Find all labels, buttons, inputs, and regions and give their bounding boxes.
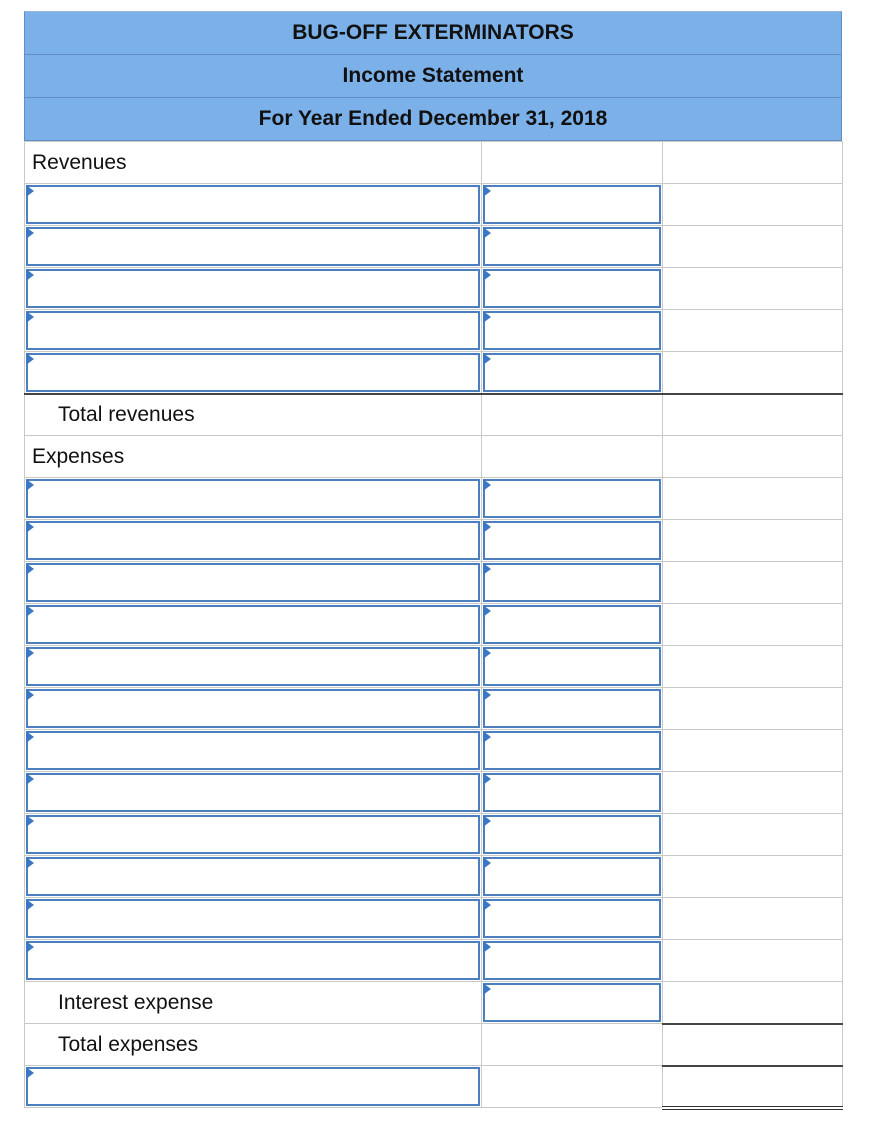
empty-cell: [663, 772, 843, 814]
empty-cell: [663, 562, 843, 604]
empty-cell: [663, 226, 843, 268]
revenue-line-amount-input[interactable]: [483, 185, 661, 224]
company-name: BUG-OFF EXTERMINATORS: [24, 11, 842, 54]
empty-cell: [482, 1066, 663, 1108]
expense-line-amount-input[interactable]: [483, 941, 661, 980]
revenue-line-amount-input[interactable]: [483, 353, 661, 392]
dropdown-marker-icon: [483, 857, 491, 869]
expense-line-row: [25, 940, 843, 982]
revenue-line-amount-input-cell: [482, 268, 663, 310]
expense-line-account-select[interactable]: [26, 941, 480, 980]
expense-line-account-select[interactable]: [26, 899, 480, 938]
dropdown-marker-icon: [483, 689, 491, 701]
expense-line-amount-input-cell: [482, 730, 663, 772]
revenue-line-account-select-cell: [25, 352, 482, 394]
dropdown-marker-icon: [26, 899, 34, 911]
revenues-label: Revenues: [25, 142, 482, 184]
expense-line-amount-input[interactable]: [483, 521, 661, 560]
expense-line-row: [25, 688, 843, 730]
expense-line-account-select-cell: [25, 940, 482, 982]
empty-cell: [663, 268, 843, 310]
empty-cell: [663, 142, 843, 184]
dropdown-marker-icon: [483, 521, 491, 533]
expense-line-amount-input-cell: [482, 814, 663, 856]
total-expenses-row: [25, 1024, 843, 1066]
dropdown-marker-icon: [483, 185, 491, 197]
expense-line-amount-input[interactable]: [483, 899, 661, 938]
expense-line-account-select[interactable]: [26, 815, 480, 854]
revenues-heading-row: [25, 142, 843, 184]
dropdown-marker-icon: [26, 689, 34, 701]
expense-line-amount-input[interactable]: [483, 689, 661, 728]
revenue-line-account-select-cell: [25, 268, 482, 310]
total-revenues-amount: [663, 394, 843, 436]
expense-line-amount-input[interactable]: [483, 647, 661, 686]
expense-line-amount-input[interactable]: [483, 815, 661, 854]
empty-cell: [663, 688, 843, 730]
interest-expense-amount-cell: [482, 982, 663, 1024]
dropdown-marker-icon: [483, 605, 491, 617]
total-revenues-row: [25, 394, 843, 436]
net-income-amount: [663, 1066, 843, 1108]
revenue-line-account-select-cell: [25, 226, 482, 268]
revenue-line-row: [25, 310, 843, 352]
dropdown-marker-icon: [483, 899, 491, 911]
dropdown-marker-icon: [483, 353, 491, 365]
revenue-line-account-select[interactable]: [26, 353, 480, 392]
dropdown-marker-icon: [26, 269, 34, 281]
expense-line-amount-input-cell: [482, 646, 663, 688]
dropdown-marker-icon: [26, 479, 34, 491]
expense-line-row: [25, 730, 843, 772]
dropdown-marker-icon: [26, 731, 34, 743]
dropdown-marker-icon: [26, 563, 34, 575]
revenue-line-account-select-cell: [25, 184, 482, 226]
expense-line-account-select[interactable]: [26, 773, 480, 812]
income-statement-form: [24, 11, 842, 1110]
expense-line-amount-input[interactable]: [483, 563, 661, 602]
expense-line-account-select-cell: [25, 730, 482, 772]
expense-line-amount-input[interactable]: [483, 857, 661, 896]
expense-line-row: [25, 562, 843, 604]
net-income-label-select[interactable]: [26, 1067, 480, 1106]
expense-line-account-select-cell: [25, 772, 482, 814]
expense-line-amount-input[interactable]: [483, 479, 661, 518]
expense-line-account-select-cell: [25, 520, 482, 562]
revenue-line-account-select[interactable]: [26, 269, 480, 308]
dropdown-marker-icon: [483, 941, 491, 953]
dropdown-marker-icon: [483, 227, 491, 239]
expense-line-row: [25, 520, 843, 562]
empty-cell: [663, 856, 843, 898]
expense-line-amount-input-cell: [482, 856, 663, 898]
empty-cell: [663, 604, 843, 646]
dropdown-marker-icon: [26, 521, 34, 533]
dropdown-marker-icon: [26, 311, 34, 323]
dropdown-marker-icon: [483, 311, 491, 323]
empty-cell: [663, 184, 843, 226]
expense-line-row: [25, 898, 843, 940]
expense-line-account-select-cell: [25, 478, 482, 520]
dropdown-marker-icon: [26, 185, 34, 197]
net-income-row: [25, 1066, 843, 1108]
revenue-line-amount-input[interactable]: [483, 269, 661, 308]
dropdown-marker-icon: [483, 479, 491, 491]
empty-cell: [482, 142, 663, 184]
expense-line-account-select-cell: [25, 856, 482, 898]
expense-line-amount-input-cell: [482, 478, 663, 520]
empty-cell: [663, 436, 843, 478]
statement-table: [24, 141, 843, 1110]
empty-cell: [663, 352, 843, 394]
revenue-line-account-select[interactable]: [26, 227, 480, 266]
revenue-line-account-select-cell: [25, 310, 482, 352]
interest-expense-amount-input[interactable]: [483, 983, 661, 1022]
revenue-line-amount-input-cell: [482, 184, 663, 226]
dropdown-marker-icon: [26, 1067, 34, 1079]
expenses-label: Expenses: [25, 436, 482, 478]
expense-line-amount-input-cell: [482, 772, 663, 814]
dropdown-marker-icon: [26, 941, 34, 953]
dropdown-marker-icon: [26, 773, 34, 785]
empty-cell: [663, 814, 843, 856]
expense-line-account-select-cell: [25, 898, 482, 940]
expense-line-amount-input-cell: [482, 688, 663, 730]
expense-line-row: [25, 604, 843, 646]
empty-cell: [482, 436, 663, 478]
expense-line-row: [25, 478, 843, 520]
dropdown-marker-icon: [26, 227, 34, 239]
expense-line-account-select-cell: [25, 688, 482, 730]
expense-line-row: [25, 646, 843, 688]
expense-line-account-select-cell: [25, 604, 482, 646]
expense-line-amount-input-cell: [482, 898, 663, 940]
expense-line-row: [25, 772, 843, 814]
dropdown-marker-icon: [483, 647, 491, 659]
dropdown-marker-icon: [26, 857, 34, 869]
expense-line-account-select[interactable]: [26, 605, 480, 644]
net-income-label-cell: [25, 1066, 482, 1108]
empty-cell: [663, 310, 843, 352]
expenses-heading-row: [25, 436, 843, 478]
revenue-line-account-select[interactable]: [26, 185, 480, 224]
empty-cell: [663, 478, 843, 520]
empty-cell: [663, 520, 843, 562]
expense-line-row: [25, 814, 843, 856]
expense-line-row: [25, 856, 843, 898]
interest-expense-row: [25, 982, 843, 1024]
interest-expense-label: Interest expense: [25, 982, 482, 1024]
expense-line-account-select[interactable]: [26, 647, 480, 686]
revenue-line-account-select[interactable]: [26, 311, 480, 350]
expense-line-account-select-cell: [25, 814, 482, 856]
statement-title: Income Statement: [24, 54, 842, 97]
revenue-line-amount-input[interactable]: [483, 227, 661, 266]
total-revenues-label: Total revenues: [25, 394, 482, 436]
expense-line-amount-input-cell: [482, 940, 663, 982]
empty-cell: [482, 1024, 663, 1066]
revenue-line-amount-input[interactable]: [483, 311, 661, 350]
expense-line-account-select[interactable]: [26, 857, 480, 896]
empty-cell: [482, 394, 663, 436]
revenue-line-row: [25, 268, 843, 310]
empty-cell: [663, 646, 843, 688]
expense-line-account-select[interactable]: [26, 479, 480, 518]
total-expenses-label: Total expenses: [25, 1024, 482, 1066]
dropdown-marker-icon: [483, 731, 491, 743]
dropdown-marker-icon: [483, 563, 491, 575]
dropdown-marker-icon: [26, 647, 34, 659]
revenue-line-amount-input-cell: [482, 352, 663, 394]
revenue-line-amount-input-cell: [482, 310, 663, 352]
expense-line-account-select[interactable]: [26, 689, 480, 728]
empty-cell: [663, 982, 843, 1024]
statement-period: For Year Ended December 31, 2018: [24, 97, 842, 141]
dropdown-marker-icon: [483, 269, 491, 281]
expense-line-account-select[interactable]: [26, 731, 480, 770]
revenue-line-row: [25, 184, 843, 226]
expense-line-amount-input[interactable]: [483, 605, 661, 644]
dropdown-marker-icon: [483, 773, 491, 785]
expense-line-amount-input-cell: [482, 562, 663, 604]
expense-line-account-select-cell: [25, 646, 482, 688]
revenue-line-row: [25, 226, 843, 268]
dropdown-marker-icon: [26, 815, 34, 827]
expense-line-amount-input-cell: [482, 604, 663, 646]
dropdown-marker-icon: [26, 353, 34, 365]
empty-cell: [663, 940, 843, 982]
expense-line-amount-input[interactable]: [483, 731, 661, 770]
dropdown-marker-icon: [483, 815, 491, 827]
total-expenses-amount: [663, 1024, 843, 1066]
empty-cell: [663, 730, 843, 772]
dropdown-marker-icon: [483, 983, 491, 995]
expense-line-account-select[interactable]: [26, 521, 480, 560]
expense-line-account-select-cell: [25, 562, 482, 604]
expense-line-amount-input-cell: [482, 520, 663, 562]
dropdown-marker-icon: [26, 605, 34, 617]
revenue-line-amount-input-cell: [482, 226, 663, 268]
empty-cell: [663, 898, 843, 940]
expense-line-amount-input[interactable]: [483, 773, 661, 812]
revenue-line-row: [25, 352, 843, 394]
expense-line-account-select[interactable]: [26, 563, 480, 602]
